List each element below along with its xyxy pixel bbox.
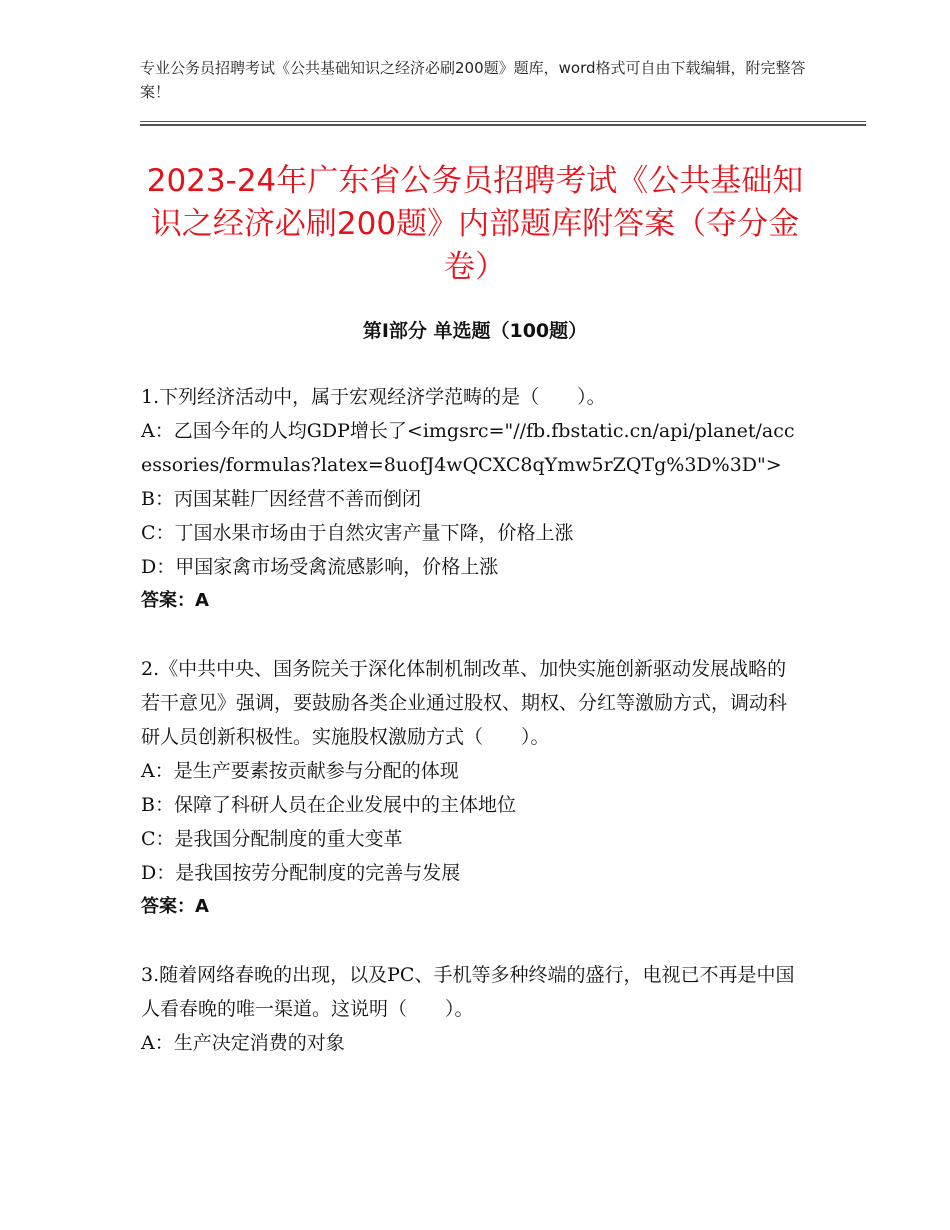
section-heading: 第Ⅰ部分 单选题（100题） <box>362 320 588 342</box>
option-c: C：丁国水果市场由于自然灾害产量下降，价格上涨 <box>141 522 574 544</box>
option-a: A：是生产要素按贡献参与分配的体现 <box>141 760 459 782</box>
option-b: B：丙国某鞋厂因经营不善而倒闭 <box>141 488 421 510</box>
question-2 <box>141 652 805 924</box>
question-1 <box>141 380 805 618</box>
answer-label: 答案：A <box>141 590 209 611</box>
header-divider <box>140 121 866 122</box>
question-stem: 3.随着网络春晚的出现，以及PC、手机等多种终端的盛行，电视已不再是中国人看春晚的唯一渠道。这说明（ ）。 <box>141 964 795 1020</box>
document-title: 2023-24年广东省公务员招聘考试《公共基础知识之经济必刷200题》内部题库附答案（夺分金卷） <box>146 163 804 285</box>
option-a: A：乙国今年的人均GDP增长了<imgsrc="//fb.fbstatic.cn/api/planet/accessories/formulas?latex=8uofJ4wQCXC8qYmw5rZQTg%3D%3D"> <box>141 420 795 476</box>
question-stem: 1.下列经济活动中，属于宏观经济学范畴的是（ ）。 <box>141 386 606 408</box>
header-divider-thick <box>140 124 866 126</box>
option-a: A：生产决定消费的对象 <box>141 1032 345 1054</box>
option-d: D：是我国按劳分配制度的完善与发展 <box>141 862 461 884</box>
answer-label: 答案：A <box>141 896 209 917</box>
option-c: C：是我国分配制度的重大变革 <box>141 828 403 850</box>
question-list <box>141 380 805 1094</box>
question-stem: 2.《中共中央、国务院关于深化体制机制改革、加快实施创新驱动发展战略的若干意见》强调，要鼓励各类企业通过股权、期权、分红等激励方式，调动科研人员创新积极性。实施股权激励方式（ ）。 <box>141 658 788 748</box>
option-b: B：保障了科研人员在企业发展中的主体地位 <box>141 794 516 816</box>
option-d: D：甲国家禽市场受禽流感影响，价格上涨 <box>141 556 499 578</box>
question-3 <box>141 958 805 1060</box>
header-note: 专业公务员招聘考试《公共基础知识之经济必刷200题》题库，word格式可自由下载编辑，附完整答案！ <box>140 59 806 101</box>
